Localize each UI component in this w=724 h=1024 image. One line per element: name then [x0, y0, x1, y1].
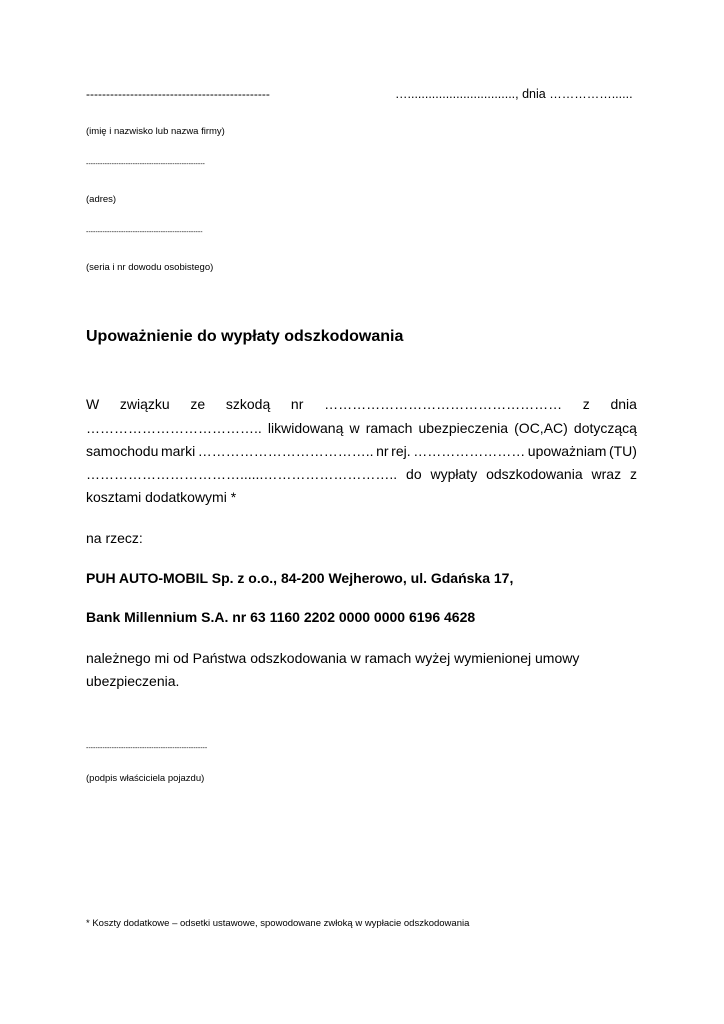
word: do [406, 466, 422, 482]
word: ramach [365, 420, 413, 436]
beneficiary-bank-account: Bank Millennium S.A. nr 63 1160 2202 0000 0000 6196 4628 [86, 609, 476, 625]
word: marki [160, 443, 196, 459]
word: W [86, 396, 100, 412]
word: dotyczącą [573, 420, 637, 436]
word: ubezpieczenia [418, 420, 509, 436]
word: wypłaty [430, 466, 478, 482]
beneficiary-intro: na rzecz: [86, 530, 143, 546]
registration-blank: …………………… [413, 443, 526, 459]
owner-signature-caption: (podpis właściciela pojazdu) [86, 773, 205, 784]
word: wraz [591, 466, 622, 482]
paragraph-line-1 [86, 396, 637, 412]
word: szkodą [225, 396, 271, 412]
word: w [349, 420, 360, 436]
word: upoważniam [527, 443, 607, 459]
word: rej. [391, 443, 411, 459]
word: nr [376, 443, 389, 459]
word: samochodu [86, 443, 159, 459]
word: (TU) [608, 443, 637, 459]
footnote: * Koszty dodatkowe – odsetki ustawowe, spowodowane zwłoką w wypłacie odszkodowania [86, 918, 470, 929]
word: odszkodowania [486, 466, 583, 482]
paragraph-line-5: kosztami dodatkowymi * [86, 489, 237, 505]
claim-date-blank: ……………………………….. [86, 420, 262, 436]
place-date-line: …..............................., dnia ……………...... [395, 87, 633, 101]
car-make-blank: ……………………………….. [197, 443, 374, 459]
address-caption: (adres) [86, 194, 117, 205]
claim-number-blank: …………………………………………… [324, 396, 563, 412]
name-signature-line: ---------------------------------------------- [86, 87, 270, 101]
closing-line-1: należnego mi od Państwa odszkodowania w ramach wyżej wymienionej umowy [86, 650, 580, 666]
word: nr [290, 396, 304, 412]
word: związku [119, 396, 170, 412]
id-caption: (seria i nr dowodu osobistego) [86, 262, 214, 273]
document-title: Upoważnienie do wypłaty odszkodowania [86, 328, 404, 345]
owner-signature-line: ---------------------------------------------------- [86, 745, 208, 752]
id-line: -------------------------------------------------- [86, 229, 203, 236]
insurer-blank: ……………………………......……………………….. [86, 466, 398, 482]
paragraph-line-4 [86, 466, 637, 482]
closing-line-2: ubezpieczenia. [86, 673, 180, 689]
address-line: --------------------------------------------------- [86, 161, 205, 168]
word: z [630, 466, 637, 482]
word: dnia [610, 396, 637, 412]
word: z [582, 396, 590, 412]
word: likwidowaną [267, 420, 344, 436]
name-caption: (imię i nazwisko lub nazwa firmy) [86, 126, 225, 137]
word: ze [190, 396, 206, 412]
paragraph-line-2 [86, 420, 637, 436]
paragraph-line-3 [86, 443, 637, 459]
beneficiary-company: PUH AUTO-MOBIL Sp. z o.o., 84-200 Wejherowo, ul. Gdańska 17, [86, 570, 514, 586]
word: (OC,AC) [514, 420, 568, 436]
